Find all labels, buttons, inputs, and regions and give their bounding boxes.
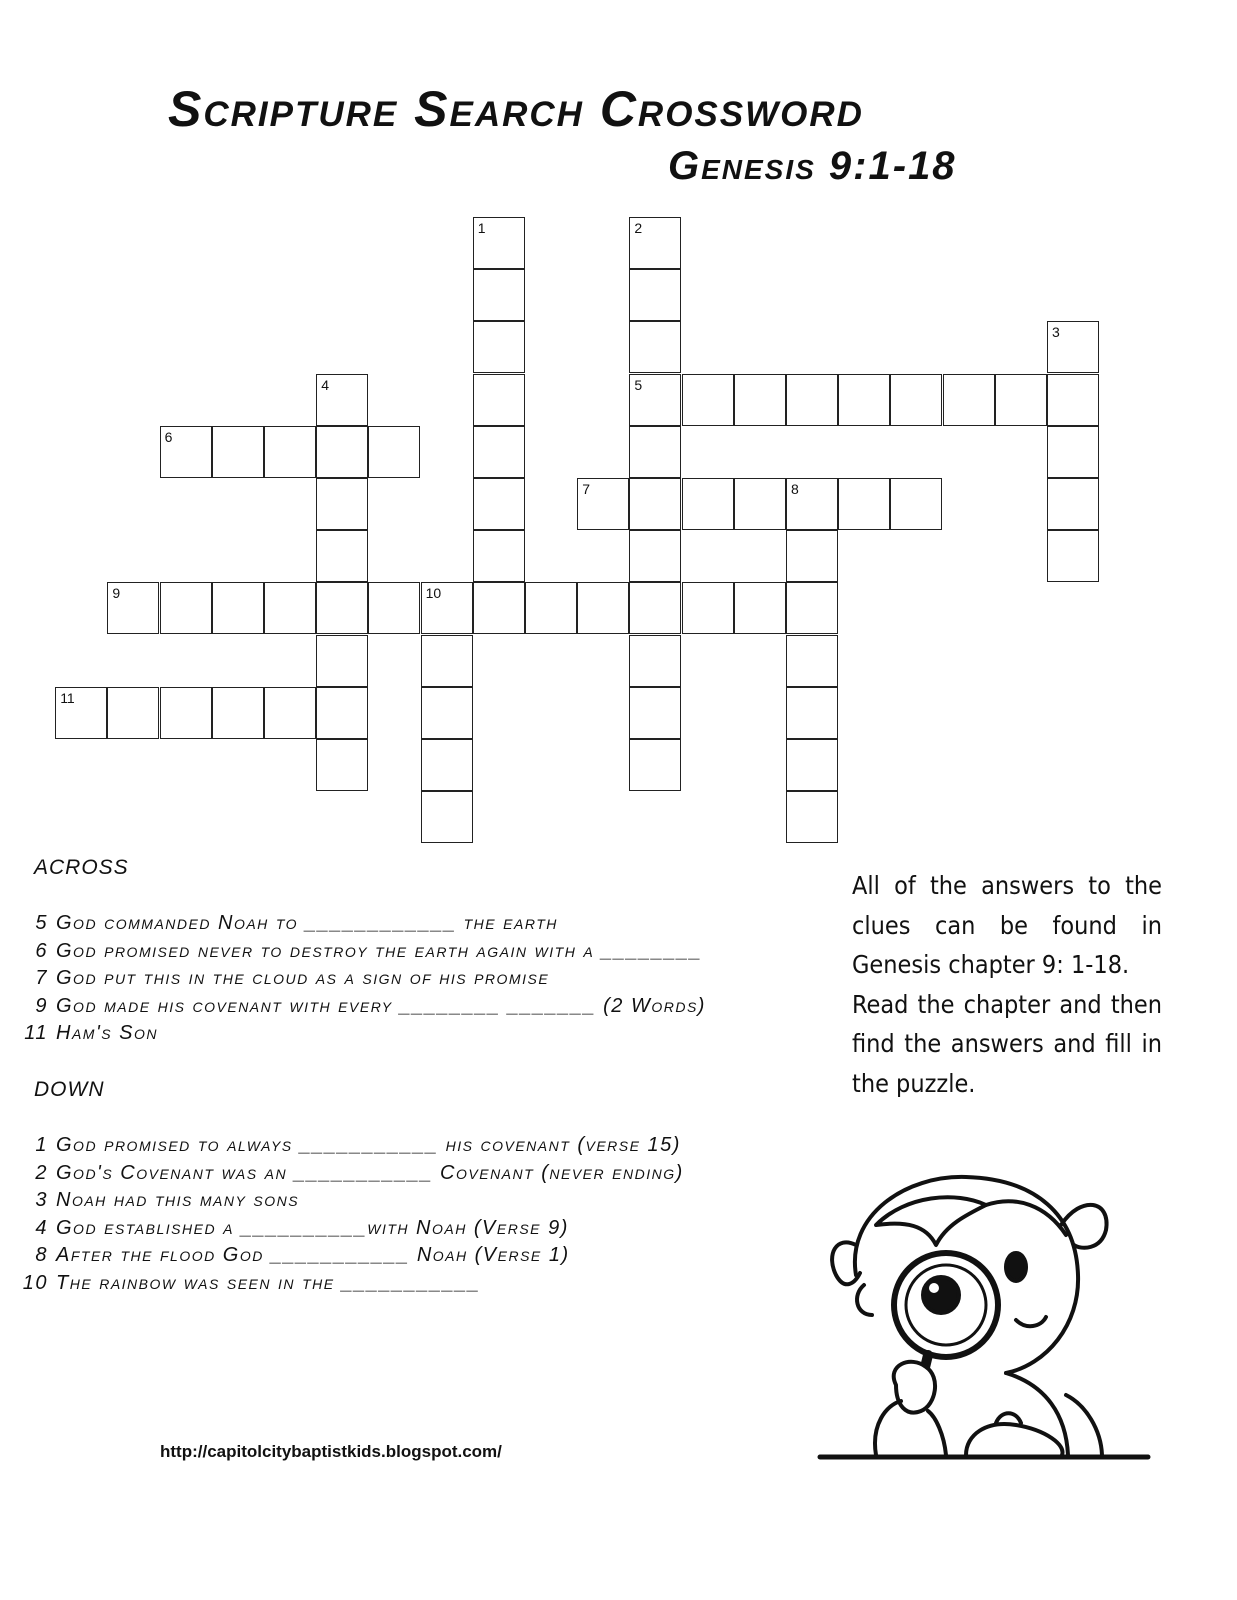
- crossword-cell[interactable]: [838, 374, 890, 426]
- crossword-cell[interactable]: [316, 478, 368, 530]
- clue-number: 6: [35, 939, 48, 962]
- crossword-cell[interactable]: [786, 374, 838, 426]
- clue-number: 9: [112, 585, 121, 602]
- crossword-cell[interactable]: [786, 635, 838, 687]
- crossword-cell[interactable]: [629, 635, 681, 687]
- clue-number: 8: [35, 1244, 48, 1266]
- crossword-cell[interactable]: [473, 217, 525, 269]
- crossword-cell[interactable]: [264, 426, 316, 478]
- across-clue: [22, 910, 706, 938]
- crossword-cell[interactable]: [786, 530, 838, 582]
- crossword-cell[interactable]: [629, 478, 681, 530]
- website-url[interactable]: http://capitolcitybaptistkids.blogspot.com/: [160, 1442, 502, 1461]
- crossword-cell[interactable]: [682, 582, 734, 634]
- crossword-cell[interactable]: [212, 582, 264, 634]
- page-subtitle: Genesis 9:1-18: [668, 144, 957, 188]
- crossword-cell[interactable]: [473, 426, 525, 478]
- crossword-cell[interactable]: [786, 478, 838, 530]
- down-clue: [22, 1160, 684, 1188]
- crossword-cell[interactable]: [421, 791, 473, 843]
- crossword-cell[interactable]: [786, 687, 838, 739]
- across-clue: [22, 965, 706, 993]
- crossword-cell[interactable]: [55, 687, 107, 739]
- crossword-cell[interactable]: [629, 582, 681, 634]
- clue-number: 7: [35, 967, 48, 989]
- crossword-cell[interactable]: [1047, 530, 1099, 582]
- crossword-cell[interactable]: [368, 582, 420, 634]
- crossword-cell[interactable]: [316, 582, 368, 634]
- down-heading: DOWN: [34, 1078, 105, 1101]
- crossword-cell[interactable]: [368, 426, 420, 478]
- across-heading: ACROSS: [34, 856, 129, 879]
- crossword-cell[interactable]: [995, 374, 1047, 426]
- crossword-cell[interactable]: [577, 582, 629, 634]
- crossword-cell[interactable]: [734, 478, 786, 530]
- across-clue: [22, 938, 706, 966]
- crossword-cell[interactable]: [264, 582, 316, 634]
- clue-number: 2: [35, 1161, 48, 1184]
- crossword-cell[interactable]: [316, 635, 368, 687]
- clue-text: God established a __________with Noah (Verse 9): [56, 1216, 569, 1239]
- clue-number: 3: [1052, 324, 1060, 341]
- across-clue-list: [22, 910, 706, 1048]
- crossword-cell[interactable]: [786, 791, 838, 843]
- clue-number: 2: [634, 220, 643, 236]
- down-clue: [22, 1132, 684, 1160]
- crossword-cell[interactable]: [473, 374, 525, 426]
- instructions: [852, 866, 1162, 1103]
- clue-text: Noah had this many sons: [56, 1189, 300, 1211]
- down-clue: [22, 1215, 684, 1243]
- crossword-cell[interactable]: [943, 374, 995, 426]
- crossword-cell[interactable]: [316, 687, 368, 739]
- crossword-cell[interactable]: [316, 426, 368, 478]
- crossword-cell[interactable]: [316, 530, 368, 582]
- crossword-cell[interactable]: [734, 374, 786, 426]
- clue-text: God promised to always ___________ his covenant (verse 15): [56, 1134, 681, 1156]
- crossword-cell[interactable]: [629, 374, 681, 426]
- crossword-cell[interactable]: [473, 530, 525, 582]
- crossword-cell[interactable]: [107, 582, 159, 634]
- crossword-cell[interactable]: [890, 374, 942, 426]
- instructions-line-1: All of the answers to the clues can be found in Genesis chapter 9: 1-18.: [852, 871, 1162, 979]
- crossword-cell[interactable]: [212, 687, 264, 739]
- crossword-cell[interactable]: [1047, 426, 1099, 478]
- crossword-cell[interactable]: [421, 687, 473, 739]
- crossword-cell[interactable]: [421, 739, 473, 791]
- clue-text: God put this in the cloud as a sign of his promise: [56, 967, 550, 989]
- crossword-cell[interactable]: [577, 478, 629, 530]
- crossword-cell[interactable]: [160, 582, 212, 634]
- clue-number: 3: [35, 1189, 48, 1211]
- crossword-cell[interactable]: [473, 582, 525, 634]
- crossword-cell[interactable]: [316, 739, 368, 791]
- down-clue: [22, 1270, 684, 1298]
- clue-text: God promised never to destroy the earth again with a ________: [56, 939, 703, 962]
- clue-number: 1: [477, 220, 486, 236]
- crossword-cell[interactable]: [212, 426, 264, 478]
- crossword-cell[interactable]: [838, 478, 890, 530]
- crossword-cell[interactable]: [629, 687, 681, 739]
- crossword-cell[interactable]: [160, 687, 212, 739]
- clue-number: 5: [634, 376, 643, 393]
- clue-number: 11: [60, 689, 75, 706]
- crossword-cell[interactable]: [629, 530, 681, 582]
- crossword-cell[interactable]: [1047, 374, 1099, 426]
- clue-number: 6: [164, 428, 173, 445]
- crossword-cell[interactable]: [734, 582, 786, 634]
- clue-number: 10: [425, 585, 442, 602]
- crossword-cell[interactable]: [421, 635, 473, 687]
- down-clue-list: [22, 1132, 684, 1297]
- crossword-cell[interactable]: [1047, 478, 1099, 530]
- clue-number: 5: [35, 912, 48, 934]
- crossword-cell[interactable]: [629, 739, 681, 791]
- clue-text: The rainbow was seen in the ___________: [56, 1271, 481, 1294]
- crossword-cell[interactable]: [525, 582, 577, 634]
- across-clue: [22, 1020, 706, 1048]
- clue-number: 9: [35, 994, 48, 1017]
- clue-number: 4: [35, 1216, 48, 1239]
- crossword-cell[interactable]: [629, 269, 681, 321]
- crossword-cell[interactable]: [473, 321, 525, 373]
- clue-text: God made his covenant with every ________ _______ (2 Words): [56, 994, 706, 1017]
- crossword-cell[interactable]: [107, 687, 159, 739]
- crossword-cell[interactable]: [890, 478, 942, 530]
- crossword-cell[interactable]: [264, 687, 316, 739]
- crossword-cell[interactable]: [316, 374, 368, 426]
- clue-number: 1: [35, 1134, 48, 1156]
- down-clue: [22, 1187, 684, 1215]
- crossword-cell[interactable]: [1047, 321, 1099, 373]
- crossword-cell[interactable]: [629, 426, 681, 478]
- crossword-cell[interactable]: [160, 426, 212, 478]
- clue-number: 11: [24, 1022, 48, 1044]
- crossword-cell[interactable]: [682, 478, 734, 530]
- crossword-cell[interactable]: [786, 582, 838, 634]
- crossword-cell[interactable]: [473, 478, 525, 530]
- crossword-cell[interactable]: [786, 739, 838, 791]
- clue-number: 10: [22, 1271, 48, 1294]
- crossword-cell[interactable]: [421, 582, 473, 634]
- clue-text: God's Covenant was an ___________ Covenant (never ending): [56, 1161, 684, 1184]
- clue-number: 4: [321, 376, 329, 393]
- crossword-cell[interactable]: [682, 374, 734, 426]
- crossword-cell[interactable]: [629, 321, 681, 373]
- across-clue: [22, 993, 706, 1021]
- down-clue: [22, 1242, 684, 1270]
- crossword-cell[interactable]: [629, 217, 681, 269]
- clue-number: 8: [791, 481, 799, 497]
- clue-text: Ham's Son: [56, 1022, 158, 1044]
- page-title: Scripture Search Crossword: [168, 81, 864, 137]
- clue-number: 7: [582, 481, 590, 497]
- clue-text: God commanded Noah to ____________ the earth: [56, 912, 558, 934]
- clue-text: After the flood God ___________ Noah (Verse 1): [56, 1244, 570, 1266]
- girl-with-magnifying-glass-illustration: [816, 1155, 1156, 1475]
- crossword-cell[interactable]: [473, 269, 525, 321]
- instructions-line-2: Read the chapter and then find the answers and fill in the puzzle.: [852, 989, 1162, 1098]
